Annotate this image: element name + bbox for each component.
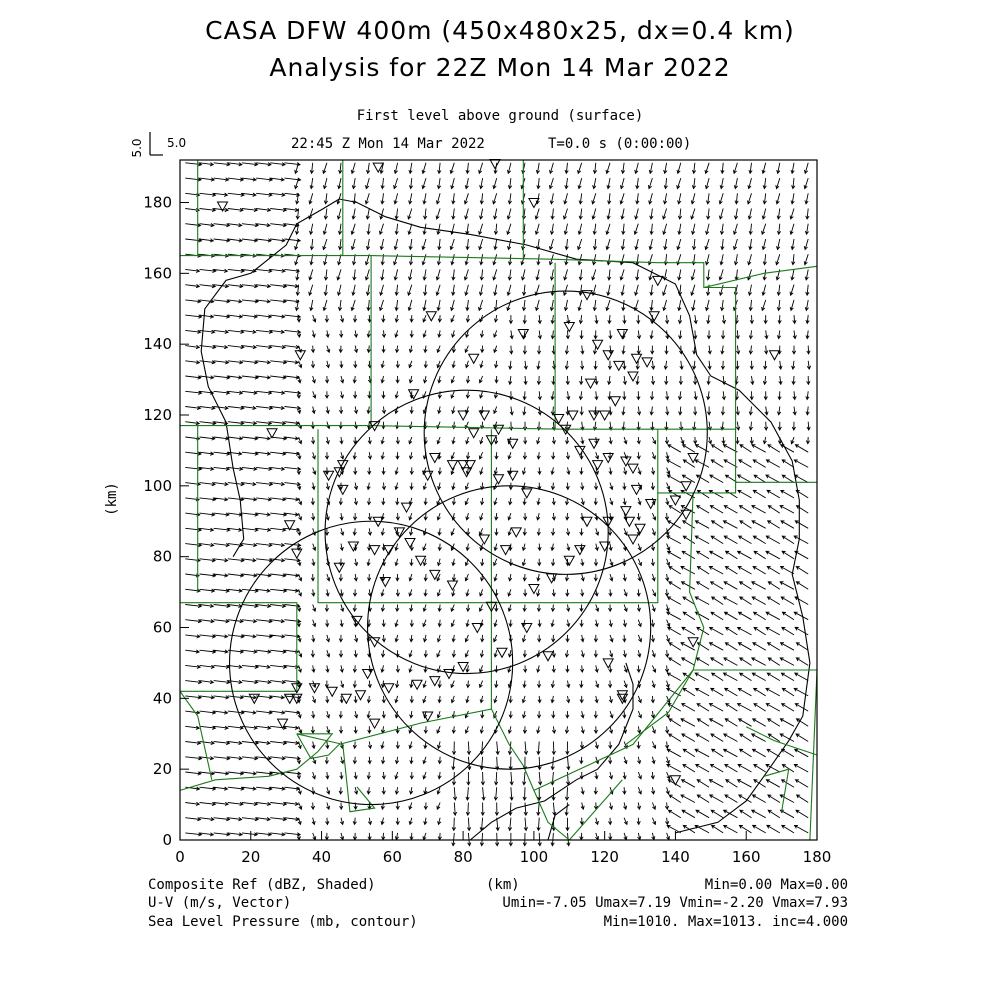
station-marker <box>409 390 419 399</box>
station-marker <box>356 691 366 700</box>
station-marker <box>341 694 351 703</box>
station-marker <box>479 411 489 420</box>
station-marker <box>370 719 380 728</box>
pressure-contour <box>548 805 569 840</box>
pressure-contours <box>201 199 810 840</box>
station-marker <box>688 638 698 647</box>
station-marker <box>628 535 638 544</box>
station-marker <box>564 556 574 565</box>
axes <box>143 194 831 867</box>
x-tick-label: 160 <box>731 848 761 866</box>
x-tick-label: 100 <box>519 848 549 866</box>
county-boundary <box>658 426 736 493</box>
radar-range-ring <box>230 521 513 804</box>
station-marker <box>610 397 620 406</box>
station-marker <box>497 648 507 657</box>
station-marker <box>681 510 691 519</box>
station-marker <box>617 691 627 700</box>
y-tick-label: 40 <box>152 689 172 708</box>
x-tick-label: 120 <box>590 848 619 866</box>
station-marker <box>448 461 458 470</box>
station-marker <box>479 535 489 544</box>
y-tick-label: 20 <box>152 760 172 779</box>
station-marker <box>292 694 302 703</box>
county-boundary <box>626 670 693 744</box>
county-boundary <box>491 429 657 603</box>
x-tick-label: 0 <box>175 848 185 866</box>
y-tick-label: 0 <box>162 831 172 849</box>
station-marker <box>348 542 358 551</box>
reference-vector-value-vertical: 5.0 <box>130 138 144 158</box>
reference-vector-value: 5.0 <box>167 136 187 150</box>
station-marker <box>469 354 479 363</box>
station-marker <box>628 372 638 381</box>
county-boundary <box>297 603 492 759</box>
y-tick-label: 120 <box>143 406 172 424</box>
station-marker <box>670 496 680 505</box>
county-boundary <box>180 603 297 692</box>
x-tick-label: 20 <box>241 848 261 866</box>
station-marker <box>614 361 624 370</box>
pressure-contour <box>470 663 633 840</box>
station-marker <box>653 276 663 285</box>
county-boundary <box>180 691 212 780</box>
station-marker <box>670 776 680 785</box>
station-marker <box>543 652 553 661</box>
footer-pressure-label: Sea Level Pressure (mb, contour) <box>148 914 418 930</box>
footer-wind-label: U-V (m/s, Vector) <box>148 895 292 911</box>
station-marker <box>529 585 539 594</box>
station-marker <box>603 454 613 463</box>
station-marker <box>593 461 603 470</box>
station-marker <box>338 461 348 470</box>
station-marker <box>405 539 415 548</box>
y-tick-label: 100 <box>143 476 172 495</box>
station-marker <box>458 461 468 470</box>
chart-title-line-1: CASA DFW 400m (450x480x25, dx=0.4 km) <box>205 16 795 45</box>
county-boundary <box>491 709 569 840</box>
x-tick-label: 40 <box>312 848 332 866</box>
station-marker <box>267 429 277 438</box>
x-tick-label: 80 <box>453 848 473 866</box>
station-marker <box>334 563 344 572</box>
footer-pressure-stats: Min=1010. Max=1013. inc=4.000 <box>603 914 848 930</box>
x-tick-label: 60 <box>382 848 402 866</box>
x-axis-title: (km) <box>486 877 520 893</box>
station-marker <box>621 507 631 516</box>
station-marker <box>564 323 574 332</box>
y-tick-label: 140 <box>143 335 172 354</box>
y-axis-title: (km) <box>103 482 120 516</box>
county-boundary <box>764 769 789 812</box>
station-marker <box>642 358 652 367</box>
x-tick-label: 140 <box>661 848 690 866</box>
y-tick-label: 180 <box>143 193 172 212</box>
integration-time-label: T=0.0 s (0:00:00) <box>548 136 692 152</box>
station-marker <box>593 340 603 349</box>
station-marker <box>292 549 302 558</box>
station-marker <box>575 546 585 555</box>
station-marker <box>448 581 458 590</box>
footer-wind-stats: Umin=-7.05 Umax=7.19 Vmin=-2.20 Vmax=7.93 <box>502 895 848 911</box>
station-marker <box>603 659 613 668</box>
station-marker <box>628 464 638 473</box>
station-marker <box>412 680 422 689</box>
station-marker <box>426 312 436 321</box>
station-marker <box>384 684 394 693</box>
station-marker <box>770 351 780 360</box>
station-marker <box>600 411 610 420</box>
station-marker <box>522 489 532 498</box>
chart-title-line-2: Analysis for 22Z Mon 14 Mar 2022 <box>269 53 731 82</box>
station-markers <box>218 160 780 785</box>
y-tick-label: 80 <box>152 547 172 566</box>
level-label: First level above ground (surface) <box>356 108 644 124</box>
wind-vectors <box>185 163 810 846</box>
y-tick-label: 60 <box>152 618 172 637</box>
x-tick-label: 180 <box>802 848 832 866</box>
station-marker <box>511 528 521 537</box>
footer-ref-label: Composite Ref (dBZ, Shaded) <box>148 877 376 893</box>
reference-vector <box>130 132 186 158</box>
station-marker <box>586 379 596 388</box>
station-marker <box>490 160 500 169</box>
station-marker <box>632 354 642 363</box>
station-marker <box>370 546 380 555</box>
county-boundary <box>318 429 491 603</box>
station-marker <box>324 471 334 480</box>
station-marker <box>327 687 337 696</box>
station-marker <box>494 475 504 484</box>
station-marker <box>501 546 511 555</box>
station-marker <box>469 429 479 438</box>
station-marker <box>465 461 475 470</box>
footer-ref-stats: Min=0.00 Max=0.00 <box>704 877 848 893</box>
wind-vector-field <box>185 163 810 846</box>
valid-time-label: 22:45 Z Mon 14 Mar 2022 <box>291 136 485 152</box>
station-marker <box>681 482 691 491</box>
y-tick-label: 160 <box>143 264 172 283</box>
